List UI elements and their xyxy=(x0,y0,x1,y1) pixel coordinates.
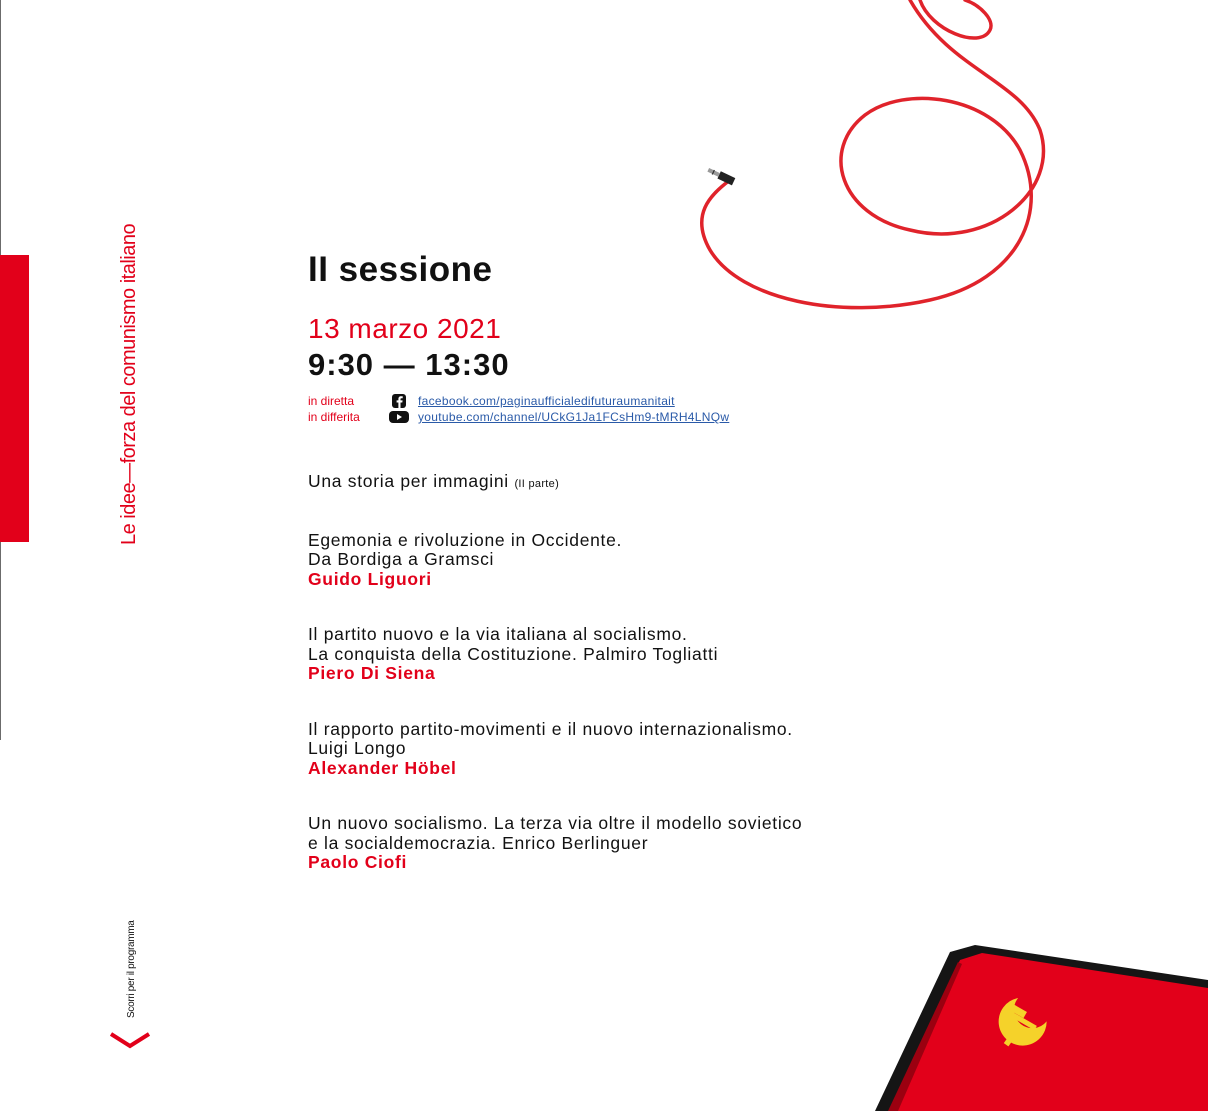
live-link-row xyxy=(308,393,1028,409)
intro-note: (II parte) xyxy=(514,478,560,490)
talk-title-line2: e la socialdemocrazia. Enrico Berlinguer xyxy=(308,832,649,853)
talk-speaker: Paolo Ciofi xyxy=(308,852,408,872)
talk-title-line2: Da Bordiga a Gramsci xyxy=(308,549,495,569)
talk-title-line1: Un nuovo socialismo. La terza via oltre il modello sovietico xyxy=(308,813,803,833)
red-book-illustration xyxy=(870,940,1208,1111)
talk-title-line2: Luigi Longo xyxy=(308,738,407,758)
session-date: 13 marzo 2021 xyxy=(308,313,502,344)
talk-title-line1: Il rapporto partito-movimenti e il nuovo internazionalismo. xyxy=(308,718,793,739)
talk-title-line1: Il partito nuovo e la via italiana al socialismo. xyxy=(308,624,688,644)
talk-item xyxy=(308,625,1028,684)
replay-label: in differita xyxy=(308,410,360,424)
talk-item xyxy=(308,531,1028,590)
talk-speaker: Alexander Höbel xyxy=(308,757,457,778)
session-title: II sessione xyxy=(308,250,493,289)
talk-title-line1: Egemonia e rivoluzione in Occidente. xyxy=(308,529,623,550)
youtube-link[interactable]: youtube.com/channel/UCkG1Ja1FCsHm9-tMRH4LNQw xyxy=(418,410,730,424)
talk-title-line2: La conquista della Costituzione. Palmiro Togliatti xyxy=(308,643,719,664)
intro-item xyxy=(308,472,1028,495)
replay-link-row xyxy=(308,409,1028,425)
youtube-icon xyxy=(388,410,410,424)
series-vertical-title: Le idee—forza del comunismo italiano xyxy=(118,223,140,545)
live-label: in diretta xyxy=(308,394,355,408)
facebook-link[interactable]: facebook.com/paginaufficialedifuturaumanitait xyxy=(418,394,675,408)
talk-item xyxy=(308,720,1028,779)
talk-speaker: Piero Di Siena xyxy=(308,663,436,683)
red-accent-band xyxy=(0,255,29,542)
session-content xyxy=(308,250,1028,873)
talk-item xyxy=(308,814,1028,873)
talk-speaker: Guido Liguori xyxy=(308,568,432,589)
streaming-links xyxy=(308,393,1028,425)
facebook-icon xyxy=(388,394,410,408)
session-time: 9:30 — 13:30 xyxy=(308,347,510,382)
scroll-hint-label[interactable]: Scorri per il programma xyxy=(126,920,137,1018)
intro-text: Una storia per immagini xyxy=(308,471,509,491)
chevron-down-icon[interactable] xyxy=(108,1030,152,1050)
